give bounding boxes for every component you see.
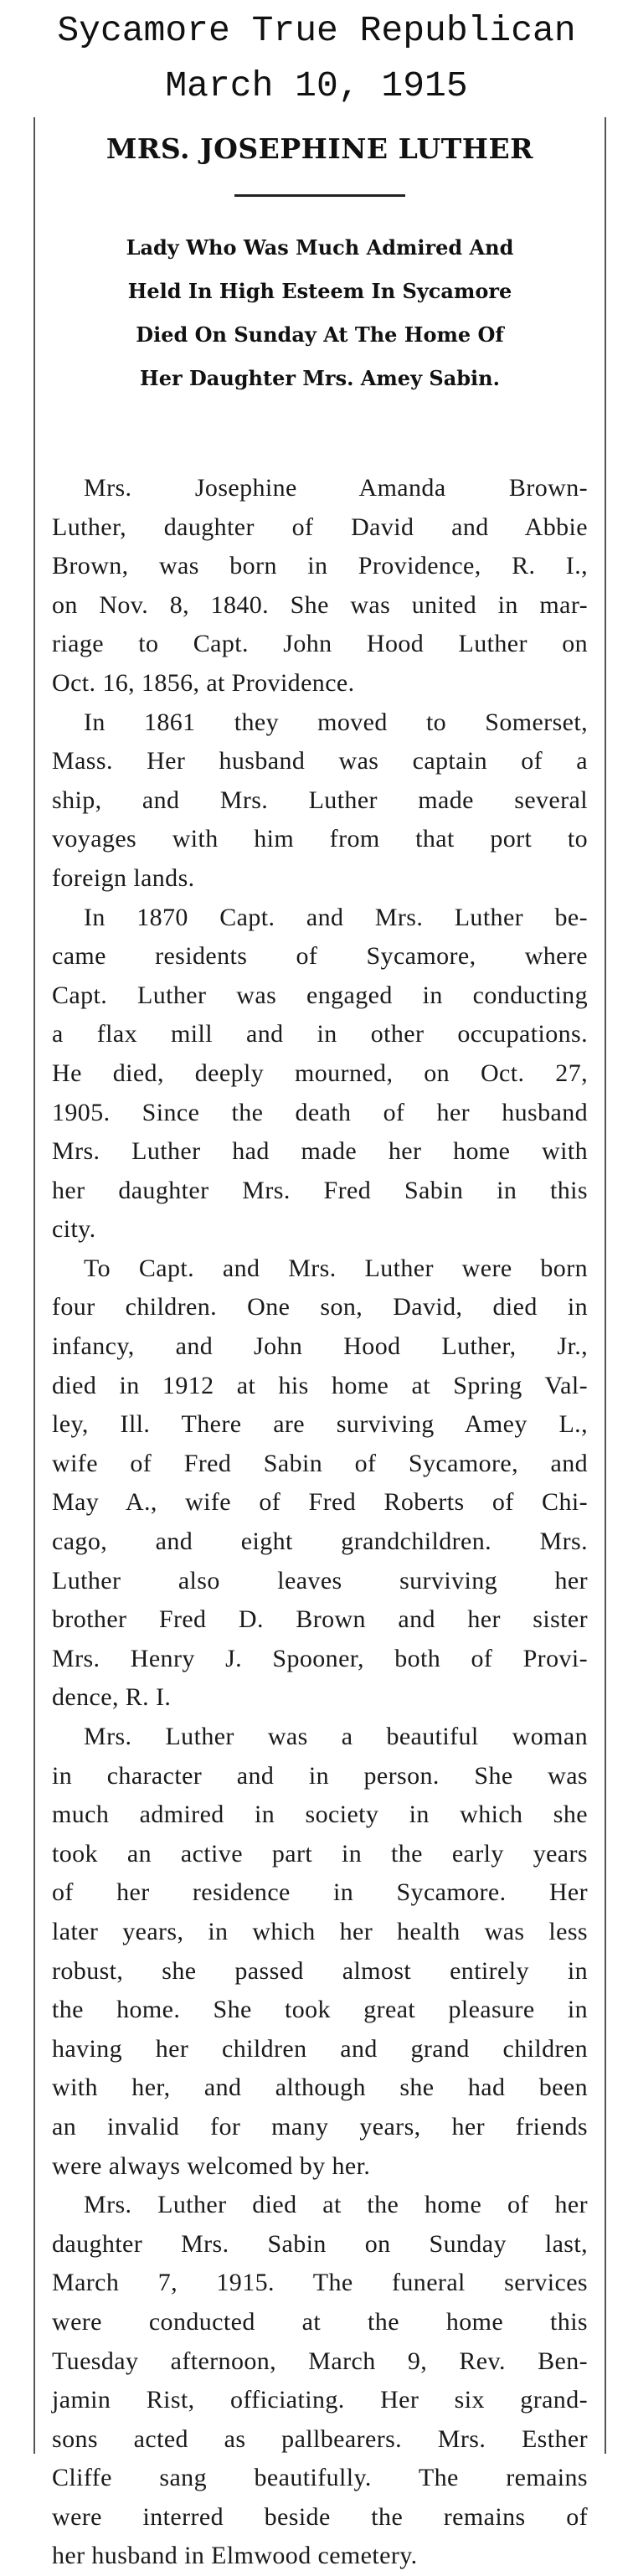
paragraph-line: of her residence in Sycamore. Her (52, 1878, 588, 1907)
paragraph-line: Oct. 16, 1856, at Providence. (52, 668, 355, 697)
paragraph-line: Cliffe sang beautifully. The remains (52, 2464, 588, 2492)
paragraph-line: Luther, daughter of David and Abbie (52, 513, 588, 541)
paragraph-line: 1905. Since the death of her husband (52, 1098, 588, 1126)
paragraph-line: in character and in person. She was (52, 1761, 588, 1790)
headline-divider (234, 194, 405, 197)
paragraph-line: were interred beside the remains of (52, 2502, 588, 2531)
article-paragraph (52, 703, 588, 899)
paragraph-line: infancy, and John Hood Luther, Jr., (52, 1332, 588, 1361)
paragraph-line: died in 1912 at his home at Spring Val- (52, 1371, 588, 1399)
paragraph-line: Brown, was born in Providence, R. I., (52, 552, 588, 580)
paragraph-line: her daughter Mrs. Fred Sabin in this (52, 1176, 588, 1204)
paragraph-line: ship, and Mrs. Luther made several (52, 786, 588, 814)
paragraph-line: were always welcomed by her. (52, 2151, 371, 2180)
paragraph-line: Mrs. Henry J. Spooner, both of Provi- (52, 1644, 588, 1672)
deck-line: Lady Who Was Much Admired And (126, 235, 514, 260)
paragraph-line: In 1861 they moved to Somerset, (84, 708, 588, 736)
paragraph-line: cago, and eight grandchildren. Mrs. (52, 1528, 588, 1556)
paragraph-line: In 1870 Capt. and Mrs. Luther be- (84, 903, 588, 931)
article-deck (35, 226, 605, 400)
deck-line: Held In High Esteem In Sycamore (127, 279, 512, 303)
paragraph-line: Capt. Luther was engaged in conducting (52, 981, 588, 1009)
article-paragraph (52, 1249, 588, 1718)
paragraph-line: He died, deeply mourned, on Oct. 27, (52, 1059, 588, 1087)
paragraph-line: voyages with him from that port to (52, 825, 588, 853)
article-paragraph (52, 1718, 588, 2186)
paragraph-line: came residents of Sycamore, where (52, 942, 588, 971)
paragraph-line: daughter Mrs. Sabin on Sunday last, (52, 2229, 588, 2258)
paragraph-line: robust, she passed almost entirely in (52, 1956, 588, 1985)
paragraph-line: riage to Capt. John Hood Luther on (52, 630, 588, 658)
article-body (52, 469, 588, 2576)
paragraph-line: ley, Ill. There are surviving Amey L., (52, 1410, 588, 1439)
paragraph-line: four children. One son, David, died in (52, 1293, 588, 1321)
newspaper-clipping (33, 117, 606, 2570)
article-headline: MRS. JOSEPHINE LUTHER (106, 132, 534, 165)
paragraph-line: March 7, 1915. The funeral services (52, 2269, 588, 2297)
article-paragraph (52, 899, 588, 1249)
paragraph-line: Mass. Her husband was captain of a (52, 747, 588, 775)
paragraph-line: sons acted as pallbearers. Mrs. Esther (52, 2424, 588, 2453)
paragraph-line: Mrs. Luther had made her home with (52, 1137, 588, 1166)
deck-line: Died On Sunday At The Home Of (136, 322, 504, 347)
deck-line: Her Daughter Mrs. Amey Sabin. (140, 366, 500, 390)
paragraph-line: her husband in Elmwood cemetery. (52, 2542, 418, 2570)
newspaper-name: Sycamore True Republican (57, 10, 576, 51)
paragraph-line: Tuesday afternoon, March 9, Rev. Ben- (52, 2347, 588, 2375)
paragraph-line: took an active part in the early years (52, 1839, 588, 1868)
paragraph-line: jamin Rist, officiating. Her six grand- (52, 2386, 588, 2414)
paragraph-line: dence, R. I. (52, 1683, 172, 1712)
newspaper-header (0, 3, 633, 114)
paragraph-line: city. (52, 1215, 96, 1244)
article-paragraph (52, 469, 588, 703)
paragraph-line: Mrs. Josephine Amanda Brown- (84, 474, 588, 502)
paragraph-line: having her children and grand children (52, 2034, 588, 2063)
paragraph-line: Luther also leaves surviving her (52, 1566, 588, 1595)
paragraph-line: with her, and although she had been (52, 2074, 588, 2102)
paragraph-line: brother Fred D. Brown and her sister (52, 1605, 588, 1634)
publication-date: March 10, 1915 (165, 65, 468, 106)
paragraph-line: wife of Fred Sabin of Sycamore, and (52, 1449, 588, 1477)
paragraph-line: Mrs. Luther died at the home of her (84, 2191, 588, 2219)
paragraph-line: Mrs. Luther was a beautiful woman (84, 1723, 588, 1750)
article-paragraph (52, 2186, 588, 2576)
paragraph-line: a flax mill and in other occupations. (52, 1020, 588, 1048)
paragraph-line: much admired in society in which she (52, 1801, 588, 1829)
paragraph-line: on Nov. 8, 1840. She was united in mar- (52, 590, 588, 619)
paragraph-line: May A., wife of Fred Roberts of Chi- (52, 1488, 588, 1517)
paragraph-line: the home. She took great pleasure in (52, 1996, 588, 2024)
paragraph-line: foreign lands. (52, 863, 195, 892)
paragraph-line: were conducted at the home this (52, 2307, 588, 2336)
paragraph-line: To Capt. and Mrs. Luther were born (84, 1254, 588, 1282)
paragraph-line: later years, in which her health was less (52, 1917, 588, 1945)
paragraph-line: an invalid for many years, her friends (52, 2112, 588, 2141)
